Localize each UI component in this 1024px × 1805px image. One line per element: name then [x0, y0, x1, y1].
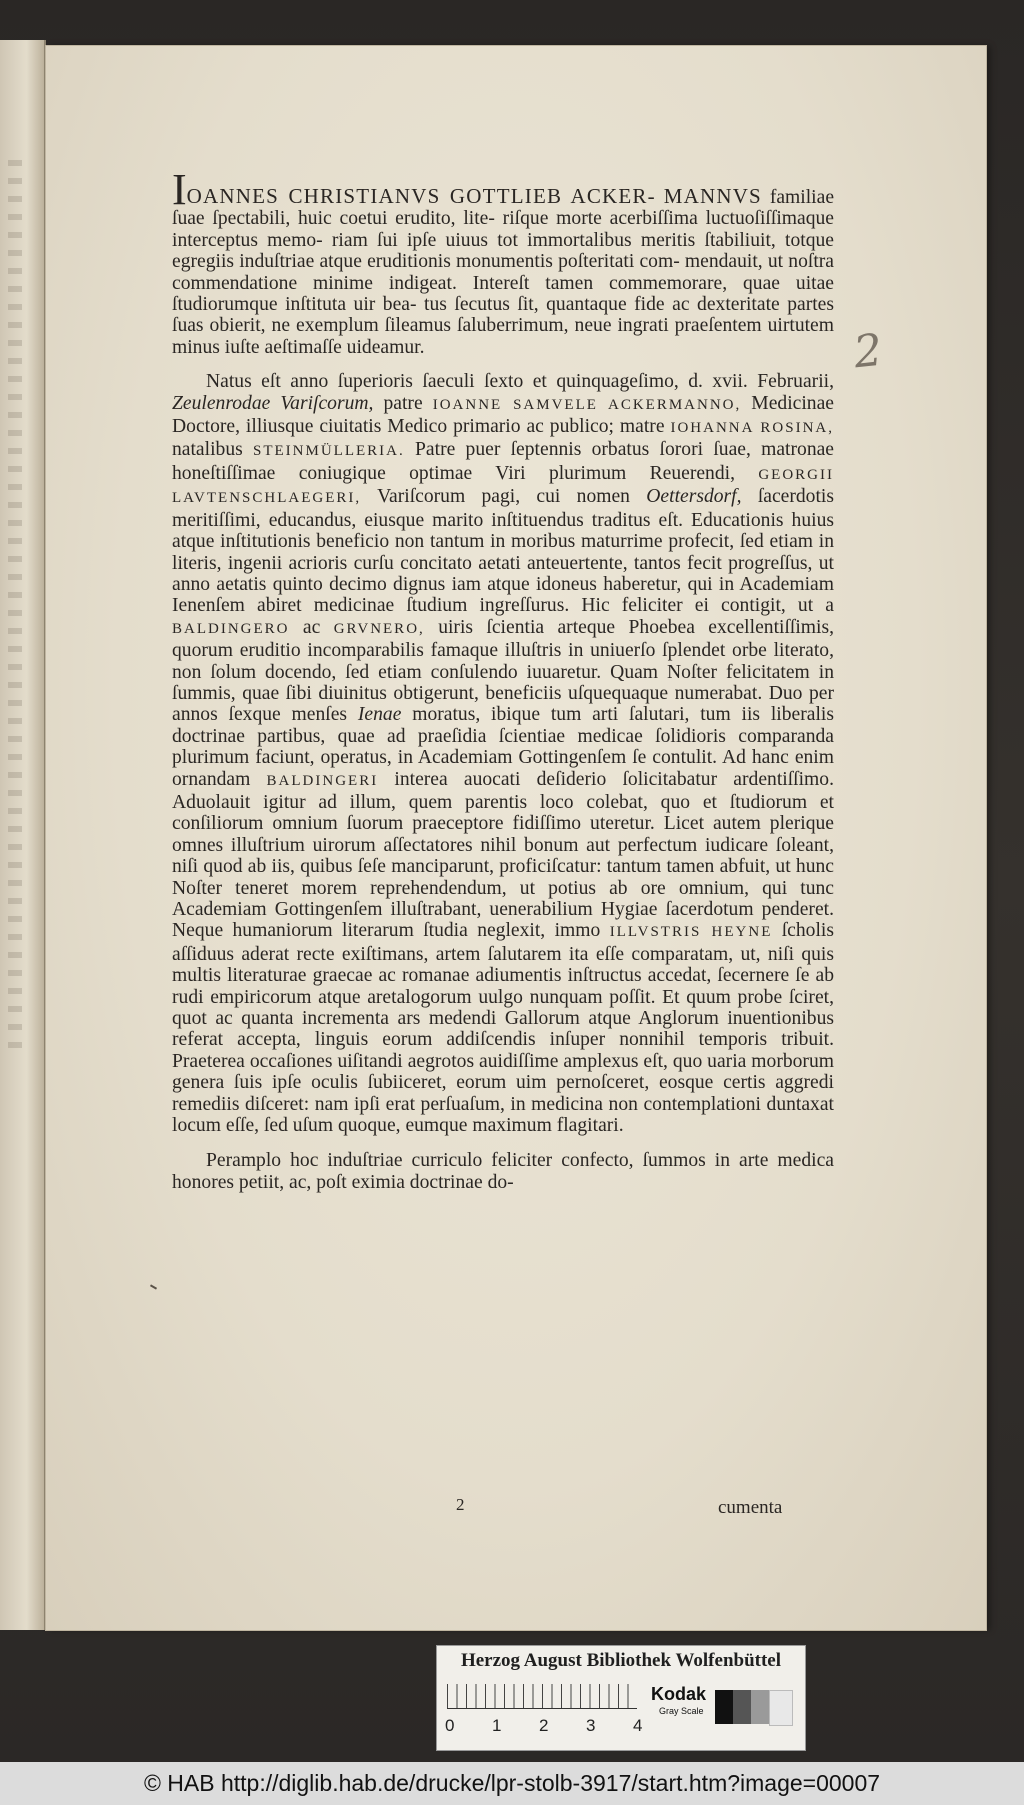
person-name: IOHANNA ROSINA,: [670, 420, 834, 437]
text-run: interea auocati deſiderio ſolicitabatur ardentiſſimo. Aduolauit igitur ad illum, quem parentis loco colebat, quo et ſtudiorum et conſiliorum omnium ſuorum praeceptore fidiſſimo uteretur. Licet autem plerique omnes illuſtrium uirorum aſſectatores nihil bonum aut perfectum iudicare ſoleant, niſi quod ab iis, quibus ſeſe manciparunt, proficiſcatur: tantum tamen abfuit, ut hunc Noſter teneret morem reprehendendum, ut potius ab ore omnium, qui tunc Academiam Gottingenſem illuſtrabant, uenerabilium Hygiae ſacerdotum penderet. Neque humaniorum literarum ſtudia neglexit, immo: [172, 768, 834, 942]
drop-cap: I: [172, 165, 187, 214]
text-run: Patre puer ſeptennis orbatus ſorori ſuae, matronae honeſtiſſimae coniugique optimae Viri plurimum Reuerendi,: [172, 439, 835, 484]
facing-page-edge: [0, 40, 46, 1630]
ruler-number: 4: [633, 1716, 643, 1735]
text-run: moratus, ibique tum arti ſalutari, tum iis liberalis doctrinae partibus, quae ad praeſidia ſcientiae medicae ſolidioris comparanda plurimum faciunt, operatus, in Academiam Gottingenſem ſe contulit. Ad hanc enim ornandam: [172, 704, 834, 790]
scale-card: [436, 1645, 806, 1751]
person-name: GEORGII LAVTENSCHLAEGERI,: [172, 466, 834, 507]
name-heading-cont: MANNVS: [663, 184, 762, 208]
page-number: 2: [456, 1495, 465, 1514]
text-run: Medicinae Doctore, illiusque ciuitatis Medico primario ac publico; matre: [172, 392, 834, 438]
footer-bar: [0, 1762, 1024, 1805]
kodak-logo: Kodak: [651, 1684, 707, 1704]
ruler-number: 0: [445, 1716, 455, 1735]
pencil-folio-mark: 2: [851, 324, 885, 379]
gray-patch: [715, 1690, 733, 1724]
catchword: cumenta: [718, 1497, 783, 1518]
gray-patch: [769, 1690, 793, 1726]
copyright-url[interactable]: © HAB http://diglib.hab.de/drucke/lpr-stolb-3917/start.htm?image=00007: [143, 1770, 881, 1796]
ruler-scale: [447, 1684, 637, 1709]
person-name: GRVNERO,: [333, 620, 425, 637]
page-edge-stain: [8, 160, 22, 1060]
text-run: ſacerdotis meritiſſimi, educandus, eiusque marito inſtituendus traditus eſt. Educationis huius atque inſtitutionis beneficio non tantum in moribus maturrime profecit, ſed etiam in literis, ingenii acrioris curſu concitato aetati anteuertente, tantos fecit progreſſus, ut anno aetatis quinto decimo dignus iam atque idoneus haberetur, qui in Academiam Ienenſem abiret medicinae ſtudium ingreſſurus. Hic feliciter ei contigit, ut a: [172, 486, 834, 617]
ruler-number: 2: [539, 1716, 549, 1735]
paragraph-1: [172, 165, 835, 358]
library-name: Herzog August Bibliothek Wolfenbüttel: [460, 1650, 782, 1671]
text-run: natalibus: [172, 439, 243, 461]
place-name: Oettersdorf,: [646, 486, 742, 508]
gray-patch: [733, 1690, 751, 1724]
person-name: BALDINGERI: [266, 772, 379, 789]
text-run: uiris ſcientia arteque Phoebea excellentiſſimis, quorum eruditio incomparabilis famaque illuſtris in uniuerſo ſplendet orbe literato, non ſolum docendo, ſed etiam conſulendo iuuaretur. Quam Noſter felicitatem in ſummis, quae ſibi diuinitus obtigerunt, beneficiis uſquequaque numerabat. Duo per annos ſexque menſes: [172, 616, 834, 726]
text-run: Variſcorum pagi, cui nomen: [377, 486, 630, 508]
place-name: Zeulenrodae Variſcorum,: [172, 392, 374, 414]
person-name: BALDINGERO: [172, 620, 290, 637]
text-run: ac: [302, 616, 321, 638]
paragraph-3: Peramplo hoc induſtriae curriculo feliciter confecto, ſummos in arte medica honores petiit, ac, poſt eximia doctrinae do-: [172, 1150, 834, 1193]
ruler-number: 1: [492, 1716, 502, 1735]
body-text: [172, 165, 835, 1193]
person-name: STEINMÜLLERIA.: [253, 443, 405, 460]
place-name: Ienae: [357, 704, 402, 726]
text-run: Natus eſt anno ſuperioris ſaeculi ſexto et quinquageſimo, d. xvii. Februarii,: [206, 371, 834, 393]
person-name: IOANNE SAMVELE ACKERMANNO,: [432, 396, 742, 413]
paragraph-2: [172, 371, 834, 1136]
gray-scale-label: Gray Scale: [659, 1706, 704, 1716]
gray-patch: [751, 1690, 769, 1724]
paragraph-1-text: familiae ſuae ſpectabili, huic coetui erudito, lite- riſque morte acerbiſſima luctuoſiſſimaque interceptus memo- riam ſui ipſe uiuus tot immortalibus meritis ſtabiliuit, totque egregiis induſtriae atque eruditionis monumentis poſteritati com- mendauit, ut noſtra commendatione minime indigeat. Intereſt tamen commemorare, quae uitae ſtudiorumque inſtituta uir bea- tus ſecutus ſit, quantaque fide ac dexteritate partes ſuas obierit, ne exemplum ſileamus ſaluberrimum, neue ingrati praeſentem uirtutem minus iuſte aeſtimaſſe uideamur.: [172, 187, 835, 358]
text-run: patre: [383, 392, 423, 414]
text-run: ſcholis aſſiduus aderat recte exiſtimans, artem ſalutarem ita eſſe comparatam, ut, niſi quis multis literaturae graecae ac romanae adiumentis inſtructus accedat, ſecernere ſe ab rudi empiricorum atque aretalogorum uulgo nunquam poſſit. Et quum probe ſciret, quot ac quanta incrementa ars medendi Gallorum atque Anglorum inuentionibus referat accepta, linguis eorum addiſcendis inſuper nonnihil temporis tribuit. Praeterea occaſiones uiſitandi aegrotos auidiſſime amplexus eſt, quo uaria morborum genera ſuis ipſe oculis ſubiiceret, eorum uim pernoſceret, eosque certis aggredi remediis diſceret: nam ipſi erat perſuaſum, in medicina non contemplationi duntaxat locum eſſe, ſed uſum quoque, eumque maximum flagitari.: [172, 920, 834, 1137]
ink-speck: [150, 1284, 157, 1289]
ruler-number: 3: [586, 1716, 596, 1735]
person-name: ILLVSTRIS HEYNE: [609, 924, 773, 941]
document-page: [46, 46, 986, 1630]
name-heading: OANNES CHRISTIANVS GOTTLIEB ACKER-: [186, 184, 656, 208]
